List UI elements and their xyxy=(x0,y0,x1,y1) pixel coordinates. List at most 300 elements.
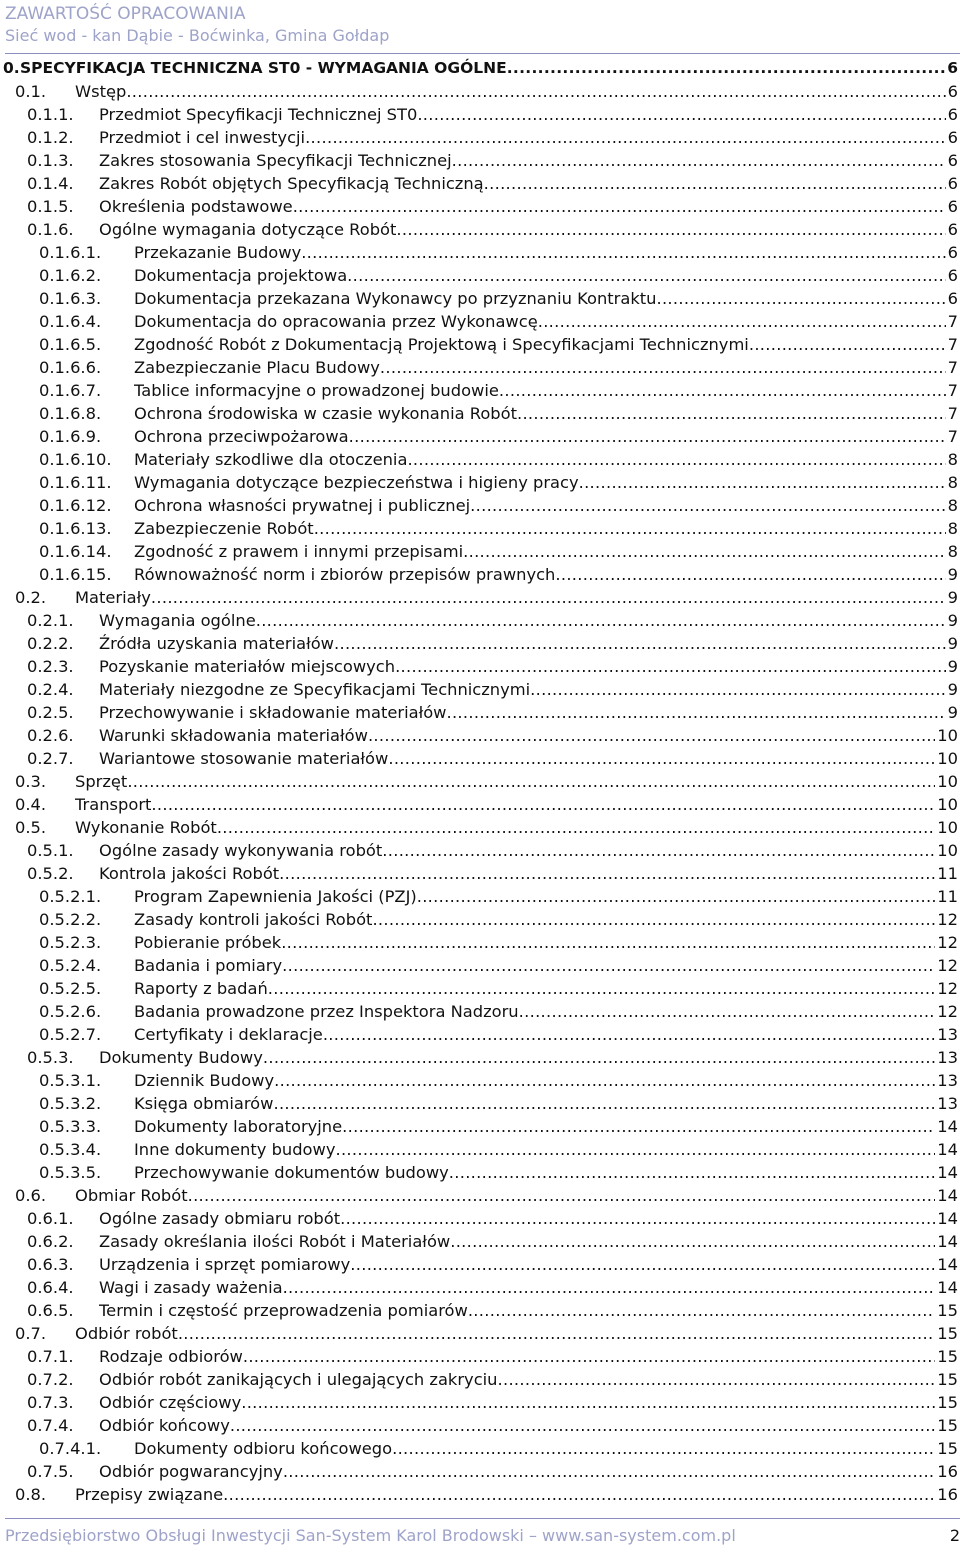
toc-entry[interactable] xyxy=(0,1046,960,1069)
toc-entry[interactable] xyxy=(0,1207,960,1230)
document-title: ZAWARTOŚĆ OPRACOWANIA xyxy=(5,4,246,24)
toc-dot-leader xyxy=(347,264,945,287)
toc-entry[interactable] xyxy=(0,1391,960,1414)
toc-entry[interactable] xyxy=(0,609,960,632)
toc-entry-title: Wariantowe stosowanie materiałów xyxy=(99,749,389,768)
toc-entry-number: 0.5.2.6. xyxy=(39,1002,102,1021)
toc-dot-leader xyxy=(151,793,935,816)
toc-entry-title: SPECYFIKACJA TECHNICZNA ST0 - WYMAGANIA OGÓLNE xyxy=(20,59,507,77)
toc-entry-page: 10 xyxy=(937,841,958,860)
toc-entry-page: 13 xyxy=(937,1048,958,1067)
toc-entry-title: Zasady określania ilości Robót i Materiałów xyxy=(99,1232,451,1251)
toc-entry-page: 9 xyxy=(947,565,958,584)
toc-dot-leader xyxy=(470,494,946,517)
toc-entry[interactable] xyxy=(0,632,960,655)
toc-entry-page: 16 xyxy=(937,1485,958,1504)
toc-entry-number: 0.5.3.5. xyxy=(39,1163,102,1182)
toc-entry[interactable] xyxy=(0,517,960,540)
toc-entry-page: 8 xyxy=(947,450,958,469)
toc-dot-leader xyxy=(151,586,946,609)
toc-entry-page: 6 xyxy=(947,174,958,193)
toc-entry-number: 0.7.5. xyxy=(27,1462,74,1481)
page-number: 2 xyxy=(949,1526,960,1545)
toc-entry-page: 13 xyxy=(937,1025,958,1044)
toc-entry-title: Materiały xyxy=(75,588,151,607)
toc-entry-title: Ochrona własności prywatnej i publicznej xyxy=(134,496,471,515)
toc-entry-page: 10 xyxy=(937,726,958,745)
toc-entry-page: 15 xyxy=(937,1439,958,1458)
toc-entry-page: 6 xyxy=(947,289,958,308)
toc-entry-title: Pobieranie próbek xyxy=(134,933,282,952)
toc-entry-number: 0.7.2. xyxy=(27,1370,74,1389)
toc-entry-page: 10 xyxy=(937,749,958,768)
toc-entry-page: 8 xyxy=(947,473,958,492)
toc-dot-leader xyxy=(417,885,936,908)
toc-entry[interactable] xyxy=(0,563,960,586)
toc-entry-page: 6 xyxy=(947,197,958,216)
toc-dot-leader xyxy=(323,1023,935,1046)
toc-entry[interactable] xyxy=(0,1460,960,1483)
toc-entry-title: Obmiar Robót xyxy=(75,1186,188,1205)
toc-entry[interactable] xyxy=(0,586,960,609)
toc-entry-page: 10 xyxy=(937,772,958,791)
toc-dot-leader xyxy=(555,563,945,586)
toc-entry[interactable] xyxy=(0,1276,960,1299)
toc-entry-number: 0.1.6.10. xyxy=(39,450,112,469)
toc-entry[interactable] xyxy=(0,1322,960,1345)
toc-entry[interactable] xyxy=(0,1138,960,1161)
toc-entry-number: 0.1.6.11. xyxy=(39,473,112,492)
toc-entry-number: 0.6. xyxy=(15,1186,47,1205)
toc-entry-number: 0.8. xyxy=(15,1485,47,1504)
toc-entry[interactable] xyxy=(0,287,960,310)
toc-entry-page: 8 xyxy=(947,519,958,538)
toc-entry-number: 0.5.2.5. xyxy=(39,979,102,998)
toc-entry-number: 0.6.4. xyxy=(27,1278,74,1297)
toc-entry-number: 0.1.6.15. xyxy=(39,565,112,584)
toc-entry-title: Przechowywanie i składowanie materiałów xyxy=(99,703,447,722)
toc-dot-leader xyxy=(380,356,946,379)
toc-entry-number: 0.1.3. xyxy=(27,151,74,170)
toc-entry-page: 12 xyxy=(937,979,958,998)
toc-entry[interactable] xyxy=(0,1000,960,1023)
toc-entry-title: Dziennik Budowy xyxy=(134,1071,275,1090)
toc-dot-leader xyxy=(396,218,945,241)
toc-entry-number: 0.2.1. xyxy=(27,611,74,630)
toc-entry-title: Materiały niezgodne ze Specyfikacjami Technicznymi xyxy=(99,680,531,699)
toc-entry-page: 12 xyxy=(937,933,958,952)
toc-entry[interactable] xyxy=(0,103,960,126)
toc-entry-number: 0.1.2. xyxy=(27,128,74,147)
toc-entry-title: Transport xyxy=(75,795,152,814)
toc-entry-title: Wymagania ogólne xyxy=(99,611,256,630)
toc-entry-title: Inne dokumenty budowy xyxy=(134,1140,336,1159)
toc-entry[interactable] xyxy=(0,908,960,931)
toc-entry-page: 14 xyxy=(937,1232,958,1251)
toc-entry-number: 0.5.1. xyxy=(27,841,74,860)
toc-entry-number: 0.1.6.4. xyxy=(39,312,102,331)
toc-entry-title: Przechowywanie dokumentów budowy xyxy=(134,1163,449,1182)
toc-entry-page: 9 xyxy=(947,611,958,630)
toc-dot-leader xyxy=(507,57,946,80)
company-footer-text: Przedsiębiorstwo Obsługi Inwestycji San-System Karol Brodowski – www.san-system.com.pl xyxy=(5,1526,736,1545)
toc-dot-leader xyxy=(256,609,946,632)
toc-entry-number: 0.7. xyxy=(15,1324,47,1343)
toc-entry-title: Przedmiot Specyfikacji Technicznej ST0 xyxy=(99,105,418,124)
toc-entry-page: 14 xyxy=(937,1163,958,1182)
toc-entry-number: 0.2.6. xyxy=(27,726,74,745)
toc-entry-number: 0.5.2. xyxy=(27,864,74,883)
toc-entry[interactable] xyxy=(0,1253,960,1276)
toc-entry-page: 12 xyxy=(937,1002,958,1021)
toc-entry-title: Dokumentacja przekazana Wykonawcy po przyznaniu Kontraktu xyxy=(134,289,657,308)
toc-entry-page: 14 xyxy=(937,1255,958,1274)
toc-entry[interactable] xyxy=(0,977,960,1000)
toc-dot-leader xyxy=(349,425,946,448)
toc-dot-leader xyxy=(517,402,946,425)
toc-entry-page: 15 xyxy=(937,1393,958,1412)
toc-entry-title: Badania prowadzone przez Inspektora Nadzoru xyxy=(134,1002,519,1021)
toc-entry-title: Sprzęt xyxy=(75,772,128,791)
toc-entry-number: 0.5.3.3. xyxy=(39,1117,102,1136)
toc-entry-page: 15 xyxy=(937,1416,958,1435)
toc-dot-leader xyxy=(274,1069,935,1092)
toc-entry-page: 9 xyxy=(947,588,958,607)
toc-entry[interactable] xyxy=(0,218,960,241)
toc-entry-page: 9 xyxy=(947,634,958,653)
toc-entry-title: Odbiór końcowy xyxy=(99,1416,230,1435)
toc-entry[interactable] xyxy=(0,1023,960,1046)
toc-entry-number: 0.1.6.1. xyxy=(39,243,102,262)
toc-entry-title: Wykonanie Robót xyxy=(75,818,217,837)
toc-dot-leader xyxy=(749,333,946,356)
toc-entry-number: 0.1.6.12. xyxy=(39,496,112,515)
toc-entry-number: 0.1.6.6. xyxy=(39,358,102,377)
toc-entry-page: 14 xyxy=(937,1186,958,1205)
toc-entry[interactable] xyxy=(0,1069,960,1092)
toc-entry-title: Odbiór częściowy xyxy=(99,1393,242,1412)
toc-entry-page: 11 xyxy=(937,887,958,906)
toc-entry[interactable] xyxy=(0,885,960,908)
toc-dot-leader xyxy=(382,839,935,862)
toc-entry[interactable] xyxy=(0,724,960,747)
toc-dot-leader xyxy=(281,931,935,954)
page-header xyxy=(5,3,960,54)
toc-dot-leader xyxy=(127,770,935,793)
toc-entry-title: Określenia podstawowe xyxy=(99,197,293,216)
toc-entry-page: 11 xyxy=(937,864,958,883)
toc-entry-number: 0.5.2.7. xyxy=(39,1025,102,1044)
toc-entry-number: 0.5. xyxy=(15,818,47,837)
toc-entry-title: Źródła uzyskania materiałów xyxy=(99,634,334,653)
toc-dot-leader xyxy=(395,655,946,678)
toc-entry[interactable] xyxy=(0,1299,960,1322)
toc-entry-title: Pozyskanie materiałów miejscowych xyxy=(99,657,396,676)
toc-entry-title: Tablice informacyjne o prowadzonej budowie xyxy=(134,381,499,400)
toc-entry[interactable] xyxy=(0,1230,960,1253)
toc-entry[interactable] xyxy=(0,954,960,977)
toc-entry-number: 0.5.3.1. xyxy=(39,1071,102,1090)
toc-entry[interactable] xyxy=(0,149,960,172)
toc-entry[interactable] xyxy=(0,862,960,885)
toc-dot-leader xyxy=(446,701,945,724)
toc-dot-leader xyxy=(178,1322,935,1345)
toc-entry-page: 10 xyxy=(937,818,958,837)
toc-entry-title: Ochrona przeciwpożarowa xyxy=(134,427,349,446)
toc-entry-page: 8 xyxy=(947,542,958,561)
toc-dot-leader xyxy=(273,1092,935,1115)
page-footer xyxy=(5,1518,960,1547)
toc-entry-number: 0.1. xyxy=(15,82,47,101)
toc-entry[interactable] xyxy=(0,448,960,471)
toc-entry-title: Zgodność z prawem i innymi przepisami xyxy=(134,542,464,561)
toc-entry[interactable] xyxy=(0,1345,960,1368)
toc-dot-leader xyxy=(388,747,935,770)
toc-entry-number: 0.7.1. xyxy=(27,1347,74,1366)
toc-entry[interactable] xyxy=(0,379,960,402)
toc-entry[interactable] xyxy=(0,747,960,770)
toc-entry-title: Przepisy związane xyxy=(75,1485,224,1504)
toc-entry-number: 0.6.2. xyxy=(27,1232,74,1251)
toc-entry-title: Odbiór pogwarancyjny xyxy=(99,1462,283,1481)
toc-entry-title: Dokumentacja projektowa xyxy=(134,266,348,285)
toc-entry-number: 0.5.2.2. xyxy=(39,910,102,929)
toc-entry-page: 6 xyxy=(947,105,958,124)
toc-entry-page: 6 xyxy=(947,82,958,101)
toc-dot-leader xyxy=(283,1460,935,1483)
toc-entry[interactable] xyxy=(0,1437,960,1460)
toc-entry-title: Rodzaje odbiorów xyxy=(99,1347,243,1366)
toc-entry-title: Przekazanie Budowy xyxy=(134,243,302,262)
toc-entry-page: 12 xyxy=(937,956,958,975)
toc-entry-page: 14 xyxy=(937,1117,958,1136)
toc-entry[interactable] xyxy=(0,701,960,724)
toc-entry[interactable] xyxy=(0,816,960,839)
toc-entry-title: Ochrona środowiska w czasie wykonania Robót xyxy=(134,404,517,423)
toc-entry-title: Odbiór robót zanikających i ulegających zakryciu xyxy=(99,1370,498,1389)
toc-dot-leader xyxy=(279,862,935,885)
toc-dot-leader xyxy=(468,1299,935,1322)
toc-entry-title: Wstęp xyxy=(75,82,127,101)
toc-entry-number: 0.2.7. xyxy=(27,749,74,768)
toc-entry-title: Równoważność norm i zbiorów przepisów prawnych xyxy=(134,565,556,584)
toc-dot-leader xyxy=(268,977,936,1000)
toc-entry[interactable] xyxy=(0,1092,960,1115)
toc-entry-number: 0.3. xyxy=(15,772,47,791)
toc-dot-leader xyxy=(407,448,945,471)
toc-entry[interactable] xyxy=(0,172,960,195)
toc-entry[interactable] xyxy=(0,1115,960,1138)
toc-entry-title: Odbiór robót xyxy=(75,1324,178,1343)
toc-entry-number: 0.5.2.3. xyxy=(39,933,102,952)
toc-dot-leader xyxy=(372,908,935,931)
toc-entry-number: 0.7.4. xyxy=(27,1416,74,1435)
toc-dot-leader xyxy=(452,149,946,172)
toc-entry[interactable] xyxy=(0,1184,960,1207)
toc-entry-number: 0.1.6.14. xyxy=(39,542,112,561)
toc-entry-number: 0.1.6.2. xyxy=(39,266,102,285)
toc-entry-title: Termin i częstość przeprowadzenia pomiarów xyxy=(99,1301,468,1320)
toc-entry-page: 7 xyxy=(947,427,958,446)
toc-entry-page: 15 xyxy=(937,1301,958,1320)
toc-dot-leader xyxy=(392,1437,935,1460)
toc-entry-number: 0.5.2.1. xyxy=(39,887,102,906)
toc-dot-leader xyxy=(368,724,935,747)
toc-entry[interactable] xyxy=(0,839,960,862)
toc-dot-leader xyxy=(301,241,945,264)
toc-entry[interactable] xyxy=(0,333,960,356)
toc-entry-page: 6 xyxy=(947,266,958,285)
toc-entry-number: 0.1.6.8. xyxy=(39,404,102,423)
toc-entry-title: Dokumenty odbioru końcowego xyxy=(134,1439,393,1458)
toc-entry[interactable] xyxy=(0,126,960,149)
toc-entry-number: 0.5.3. xyxy=(27,1048,74,1067)
toc-entry[interactable] xyxy=(0,931,960,954)
toc-entry-title: Urządzenia i sprzęt pomiarowy xyxy=(99,1255,351,1274)
toc-entry-number: 0.1.1. xyxy=(27,105,74,124)
toc-entry-page: 7 xyxy=(947,358,958,377)
toc-entry[interactable] xyxy=(0,310,960,333)
toc-dot-leader xyxy=(188,1184,936,1207)
toc-dot-leader xyxy=(342,1115,935,1138)
toc-entry-number: 0.6.5. xyxy=(27,1301,74,1320)
toc-entry[interactable] xyxy=(0,57,960,80)
toc-entry-page: 7 xyxy=(947,335,958,354)
toc-entry-number: 0.5.3.2. xyxy=(39,1094,102,1113)
toc-entry-page: 8 xyxy=(947,496,958,515)
toc-entry-page: 14 xyxy=(937,1278,958,1297)
toc-entry[interactable] xyxy=(0,1414,960,1437)
toc-entry-title: Przedmiot i cel inwestycji xyxy=(99,128,306,147)
toc-dot-leader xyxy=(463,540,946,563)
toc-dot-leader xyxy=(519,1000,936,1023)
toc-entry-number: 0.2.5. xyxy=(27,703,74,722)
toc-entry[interactable] xyxy=(0,1368,960,1391)
toc-dot-leader xyxy=(243,1345,935,1368)
toc-entry-title: Zabezpieczanie Placu Budowy xyxy=(134,358,380,377)
toc-dot-leader xyxy=(126,80,945,103)
toc-entry-page: 7 xyxy=(947,312,958,331)
toc-entry-title: Badania i pomiary xyxy=(134,956,283,975)
toc-entry[interactable] xyxy=(0,1161,960,1184)
toc-entry-page: 6 xyxy=(947,128,958,147)
toc-entry-title: Zakres Robót objętych Specyfikacją Techniczną xyxy=(99,174,484,193)
toc-entry-number: 0.1.5. xyxy=(27,197,74,216)
toc-entry[interactable] xyxy=(0,264,960,287)
toc-entry-page: 15 xyxy=(937,1347,958,1366)
toc-entry[interactable] xyxy=(0,195,960,218)
toc-entry-page: 6 xyxy=(947,220,958,239)
toc-dot-leader xyxy=(314,517,946,540)
toc-entry-number: 0.7.3. xyxy=(27,1393,74,1412)
toc-entry-page: 16 xyxy=(937,1462,958,1481)
toc-dot-leader xyxy=(417,103,945,126)
toc-entry-title: Program Zapewnienia Jakości (PZJ) xyxy=(134,887,417,906)
toc-dot-leader xyxy=(340,1207,935,1230)
toc-entry-title: Ogólne zasady obmiaru robót xyxy=(99,1209,341,1228)
toc-dot-leader xyxy=(350,1253,935,1276)
toc-dot-leader xyxy=(498,1368,936,1391)
toc-dot-leader xyxy=(450,1230,935,1253)
table-of-contents xyxy=(0,57,960,1506)
toc-dot-leader xyxy=(293,195,946,218)
toc-entry-page: 14 xyxy=(937,1140,958,1159)
toc-entry-number: 0.2.4. xyxy=(27,680,74,699)
toc-dot-leader xyxy=(241,1391,935,1414)
toc-entry-page: 12 xyxy=(937,910,958,929)
toc-entry-number: 0.2.3. xyxy=(27,657,74,676)
toc-entry-number: 0.2.2. xyxy=(27,634,74,653)
toc-entry-page: 9 xyxy=(947,657,958,676)
toc-dot-leader xyxy=(499,379,946,402)
toc-entry-number: 0.1.6.5. xyxy=(39,335,102,354)
toc-dot-leader xyxy=(223,1483,935,1506)
toc-entry-page: 6 xyxy=(947,151,958,170)
toc-entry-page: 6 xyxy=(947,59,958,77)
toc-entry-page: 7 xyxy=(947,404,958,423)
toc-entry-title: Raporty z badań xyxy=(134,979,268,998)
toc-dot-leader xyxy=(579,471,946,494)
toc-dot-leader xyxy=(334,632,946,655)
toc-entry-title: Certyfikaty i deklaracje xyxy=(134,1025,323,1044)
toc-entry[interactable] xyxy=(0,80,960,103)
toc-entry-number: 0.4. xyxy=(15,795,47,814)
toc-entry-title: Zakres stosowania Specyfikacji Technicznej xyxy=(99,151,452,170)
toc-entry-number: 0. xyxy=(3,59,20,77)
toc-entry[interactable] xyxy=(0,471,960,494)
toc-entry[interactable] xyxy=(0,655,960,678)
toc-entry[interactable] xyxy=(0,793,960,816)
toc-entry-number: 0.1.6. xyxy=(27,220,74,239)
toc-entry[interactable] xyxy=(0,678,960,701)
toc-entry-number: 0.5.2.4. xyxy=(39,956,102,975)
toc-entry-number: 0.6.1. xyxy=(27,1209,74,1228)
toc-entry-number: 0.6.3. xyxy=(27,1255,74,1274)
toc-entry-title: Księga obmiarów xyxy=(134,1094,274,1113)
toc-entry-title: Wagi i zasady ważenia xyxy=(99,1278,283,1297)
toc-dot-leader xyxy=(282,954,935,977)
toc-entry-number: 0.1.4. xyxy=(27,174,74,193)
toc-entry-title: Zgodność Robót z Dokumentacją Projektową i Specyfikacjami Technicznymi xyxy=(134,335,749,354)
toc-entry[interactable] xyxy=(0,494,960,517)
toc-dot-leader xyxy=(530,678,945,701)
toc-entry-title: Dokumenty laboratoryjne xyxy=(134,1117,343,1136)
toc-entry[interactable] xyxy=(0,356,960,379)
toc-entry-page: 14 xyxy=(937,1209,958,1228)
toc-entry[interactable] xyxy=(0,241,960,264)
toc-entry-page: 6 xyxy=(947,243,958,262)
toc-entry-page: 13 xyxy=(937,1071,958,1090)
toc-entry[interactable] xyxy=(0,540,960,563)
project-subtitle: Sieć wod - kan Dąbie - Boćwinka, Gmina Gołdap xyxy=(5,26,390,45)
toc-dot-leader xyxy=(449,1161,936,1184)
toc-entry-title: Zasady kontroli jakości Robót xyxy=(134,910,373,929)
toc-entry-number: 0.5.3.4. xyxy=(39,1140,102,1159)
toc-dot-leader xyxy=(263,1046,935,1069)
toc-dot-leader xyxy=(335,1138,935,1161)
toc-entry[interactable] xyxy=(0,425,960,448)
toc-entry[interactable] xyxy=(0,1483,960,1506)
toc-entry[interactable] xyxy=(0,770,960,793)
toc-dot-leader xyxy=(305,126,946,149)
toc-entry-title: Zabezpieczenie Robót xyxy=(134,519,314,538)
toc-entry-number: 0.1.6.13. xyxy=(39,519,112,538)
toc-entry-title: Dokumenty Budowy xyxy=(99,1048,263,1067)
toc-dot-leader xyxy=(538,310,946,333)
toc-entry[interactable] xyxy=(0,402,960,425)
toc-entry-number: 0.2. xyxy=(15,588,47,607)
toc-entry-page: 15 xyxy=(937,1324,958,1343)
